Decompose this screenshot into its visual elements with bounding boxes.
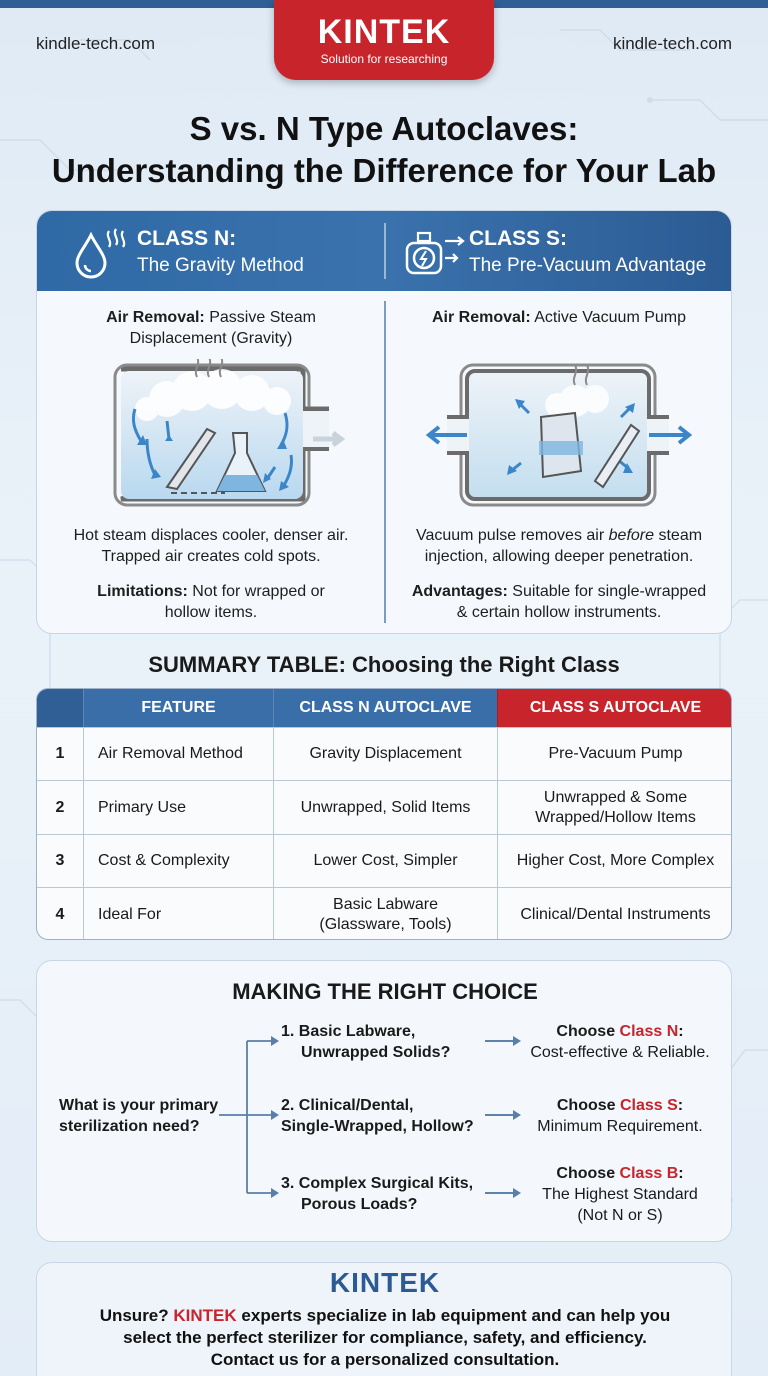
site-url-left[interactable]: kindle-tech.com	[36, 34, 156, 53]
class-s-air-removal-value: Active Vacuum Pump	[534, 309, 687, 326]
comparison-header	[37, 211, 731, 291]
class-s-note-label: Advantages:	[411, 583, 508, 600]
result-3-choose: Choose	[556, 1165, 616, 1182]
decision-result-1: Choose Class N: Cost-effective & Reliable.	[515, 1021, 725, 1063]
class-n-air-removal-value-2: Displacement (Gravity)	[129, 330, 293, 347]
footer-line-1a: Unsure?	[99, 1306, 169, 1325]
table-row	[37, 887, 732, 940]
class-n-note-value-1: Not for wrapped or	[192, 583, 325, 600]
class-s-desc-1c: steam	[658, 527, 703, 544]
class-n-note-label: Limitations:	[97, 583, 188, 600]
option-2-line-2: Single-Wrapped, Hollow?	[281, 1118, 474, 1135]
table-row-class-n: Gravity Displacement	[273, 728, 497, 780]
table-row	[37, 834, 732, 887]
footer-cta	[36, 1262, 732, 1376]
vacuum-pump-icon	[403, 227, 469, 281]
table-row-feature: Ideal For	[83, 888, 273, 940]
water-drop-steam-icon	[71, 227, 129, 281]
table-row-num: 1	[55, 745, 65, 762]
class-n-limitations	[47, 581, 375, 623]
class-n-desc-2: Trapped air creates cold spots.	[101, 548, 321, 565]
table-row-num: 4	[55, 905, 65, 923]
brand-tagline: Solution for researching	[320, 52, 448, 66]
decision-panel	[36, 960, 732, 1242]
table-header-feature: FEATURE	[83, 689, 273, 727]
comparison-panel	[36, 210, 732, 634]
footer-line-2: select the perfect sterilizer for compliance, safety, and efficiency.	[123, 1328, 647, 1347]
column-divider	[384, 301, 386, 623]
table-row-feature: Cost & Complexity	[83, 835, 273, 887]
decision-question-line-1: What is your primary	[59, 1097, 219, 1114]
class-n-subtitle: The Gravity Method	[137, 255, 304, 276]
gravity-chamber-illustration	[107, 359, 347, 509]
footer-text	[37, 1305, 733, 1371]
result-3-class: Class B	[619, 1165, 679, 1182]
class-s-subtitle: The Pre-Vacuum Advantage	[469, 255, 707, 276]
footer-logo[interactable]: KINTEK	[329, 1267, 441, 1298]
decision-option-3	[281, 1173, 473, 1215]
class-n-note-value-2: hollow items.	[164, 604, 258, 621]
option-3-line-2: Porous Loads?	[301, 1196, 418, 1213]
class-n-description	[47, 525, 375, 567]
decision-option-1	[281, 1021, 450, 1063]
option-3-line-1: 3. Complex Surgical Kits,	[281, 1175, 474, 1192]
footer-line-1c: experts specialize in lab equipment and can help you	[241, 1306, 671, 1325]
table-header-class-s: CLASS S AUTOCLAVE	[497, 689, 732, 727]
footer-brand: KINTEK	[173, 1306, 237, 1325]
decision-title: MAKING THE RIGHT CHOICE	[232, 979, 538, 1004]
option-2-line-1: 2. Clinical/Dental,	[281, 1097, 414, 1114]
table-row	[37, 727, 732, 780]
table-row-class-s: Pre-Vacuum Pump	[497, 728, 732, 780]
result-2-choose: Choose	[556, 1097, 616, 1114]
page-title-line-2: Understanding the Difference for Your Lab	[51, 152, 717, 189]
result-2-text: Minimum Requirement.	[537, 1118, 703, 1135]
class-n-air-removal	[47, 307, 375, 349]
table-row-class-s: Clinical/Dental Instruments	[497, 888, 732, 940]
site-url-right[interactable]: kindle-tech.com	[612, 34, 732, 53]
table-row-class-n: Unwrapped, Solid Items	[273, 781, 497, 834]
class-s-note-value-1: Suitable for single-wrapped	[512, 583, 707, 600]
decision-result-3: Choose Class B: The Highest Standard (Not N or S)	[515, 1163, 725, 1226]
class-s-air-removal-label: Air Removal:	[431, 309, 531, 326]
result-3-text: The Highest Standard	[542, 1186, 698, 1203]
class-s-advantages	[395, 581, 723, 623]
decision-result-2: Choose Class S: Minimum Requirement.	[515, 1095, 725, 1137]
class-s-desc-1b: before	[608, 527, 655, 544]
table-row-num: 2	[55, 798, 65, 816]
class-s-desc-1a: Vacuum pulse removes air	[415, 527, 605, 544]
class-s-air-removal	[395, 307, 723, 328]
result-2-class: Class S	[619, 1097, 678, 1114]
class-s-note-value-2: & certain hollow instruments.	[456, 604, 662, 621]
class-s-description	[395, 525, 723, 567]
class-s-header	[385, 211, 732, 291]
result-1-class: Class N	[619, 1023, 679, 1040]
table-row-class-n: Basic Labware (Glassware, Tools)	[273, 888, 497, 940]
table-row-num: 3	[55, 852, 65, 869]
decision-option-2	[281, 1095, 474, 1137]
option-1-line-1: 1. Basic Labware,	[281, 1023, 416, 1040]
page-title-line-1: S vs. N Type Autoclaves:	[189, 110, 579, 147]
decision-question-line-2: sterilization need?	[59, 1118, 200, 1135]
table-header-class-n: CLASS N AUTOCLAVE	[273, 689, 497, 727]
table-header-num	[37, 689, 83, 727]
table-row-class-s: Higher Cost, More Complex	[497, 835, 732, 887]
vacuum-chamber-illustration	[425, 359, 695, 509]
table-row-feature: Air Removal Method	[83, 728, 273, 780]
class-n-header	[37, 211, 385, 291]
brand-badge[interactable]	[274, 0, 494, 80]
table-header-row	[37, 689, 732, 727]
summary-title: SUMMARY TABLE: Choosing the Right Class	[148, 652, 620, 677]
option-1-line-2: Unwrapped Solids?	[301, 1044, 451, 1061]
table-row-feature: Primary Use	[83, 781, 273, 834]
table-row-class-s: Unwrapped & Some Wrapped/Hollow Items	[497, 781, 732, 834]
class-n-air-removal-label: Air Removal:	[106, 309, 205, 326]
decision-question	[59, 1095, 218, 1137]
page-title	[0, 108, 768, 192]
class-n-desc-1: Hot steam displaces cooler, denser air.	[73, 527, 349, 544]
table-row-class-n: Lower Cost, Simpler	[273, 835, 497, 887]
class-s-desc-2: injection, allowing deeper penetration.	[424, 548, 694, 565]
class-n-air-removal-value-1: Passive Steam	[209, 309, 316, 326]
table-row	[37, 780, 732, 834]
result-1-text: Cost-effective & Reliable.	[530, 1044, 710, 1061]
class-n-title: CLASS N:	[137, 227, 237, 250]
header-divider	[384, 223, 386, 279]
result-3-text-2: (Not N or S)	[577, 1207, 663, 1224]
brand-name: KINTEK	[317, 13, 451, 51]
result-1-choose: Choose	[556, 1023, 616, 1040]
summary-table	[36, 688, 732, 940]
class-s-title: CLASS S:	[469, 227, 568, 250]
footer-line-3[interactable]: Contact us for a personalized consultation.	[210, 1350, 560, 1369]
